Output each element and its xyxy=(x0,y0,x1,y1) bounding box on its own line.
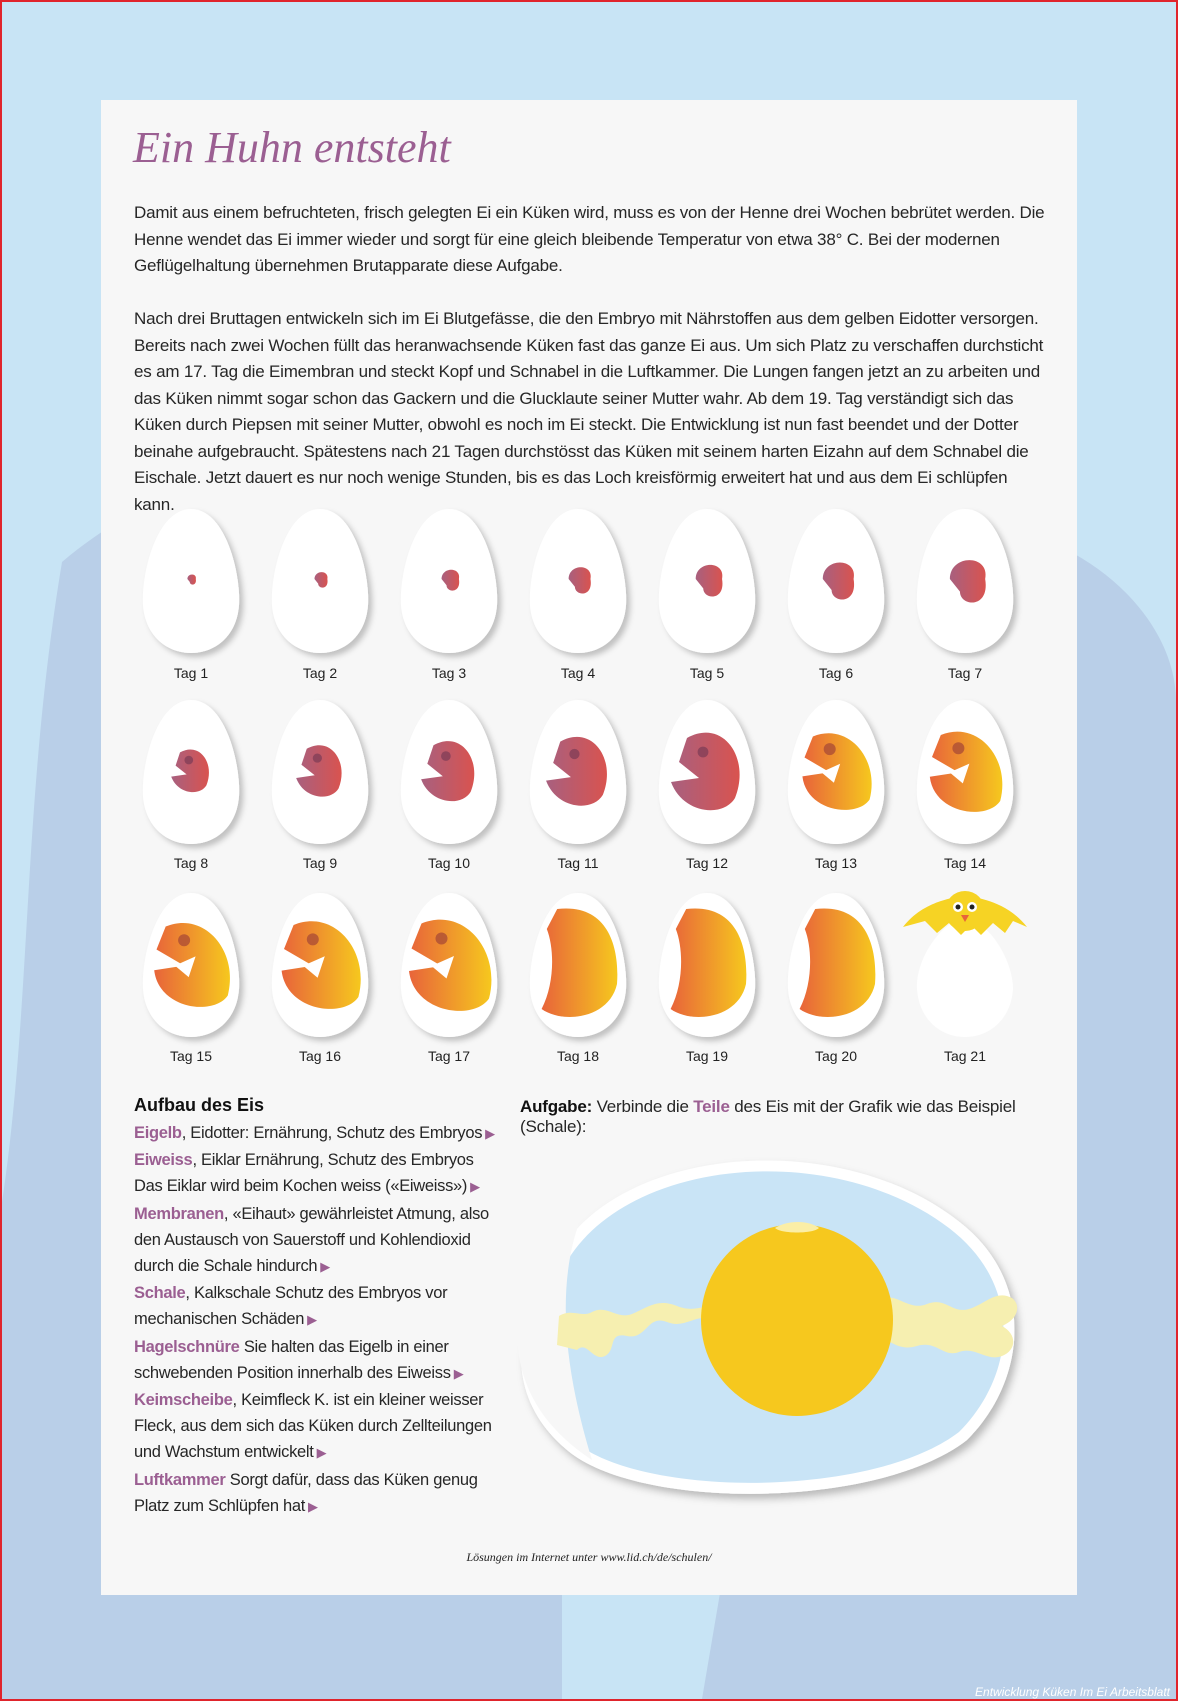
list-item-luftkammer xyxy=(134,1467,504,1520)
list-item-membranen xyxy=(134,1201,504,1281)
day-label: Tag 7 xyxy=(947,665,983,681)
arrow-icon: ▶ xyxy=(308,1498,318,1514)
egg-illustration xyxy=(270,889,370,1039)
egg-illustration xyxy=(270,696,370,846)
solutions-footer: Lösungen im Internet unter www.lid.ch/de/schulen/ xyxy=(466,1550,712,1564)
term-schale: Schale xyxy=(134,1284,186,1303)
desc-keimscheibe: , Keimfleck K. ist ein kleiner weisser Fleck, aus dem sich das Küken durch Zellteilungen und Wachstum entwickelt xyxy=(134,1391,492,1462)
day-label: Tag 11 xyxy=(557,855,599,871)
day-label: Tag 13 xyxy=(814,855,858,871)
intro-paragraph: Damit aus einem befruchteten, frisch gelegten Ei ein Küken wird, muss es von der Henne drei Wochen bebrütet werden. Die Henne wendet das Ei immer wieder und sorgt für eine gleich bleibende Temperatur von etwa 38° C. Bei der modernen Geflügelhaltung übernehmen Brutapparate diese Aufgabe. xyxy=(134,203,1045,275)
egg-illustration xyxy=(399,696,499,846)
day-label: Tag 5 xyxy=(689,665,725,681)
term-eiweiss: Eiweiss xyxy=(134,1151,193,1170)
list-item-keimscheibe xyxy=(134,1387,504,1467)
arrow-icon: ▶ xyxy=(470,1179,480,1195)
task-text: Verbinde die xyxy=(592,1097,694,1116)
desc-membranen: , «Eihaut» gewährleistet Atmung, also den Austausch von Sauerstoff und Kohlendioxid durch die Schale hindurch xyxy=(134,1204,489,1276)
egg-illustration xyxy=(915,696,1015,846)
day-label: Tag 17 xyxy=(427,1048,471,1064)
egg-cross-section-diagram xyxy=(497,1130,1057,1530)
day-label: Tag 12 xyxy=(685,855,729,871)
egg-illustration xyxy=(528,889,628,1039)
day-label: Tag 2 xyxy=(302,665,338,681)
arrow-icon: ▶ xyxy=(453,1365,464,1381)
egg-illustration xyxy=(270,505,370,655)
desc-eiweiss: , Eiklar Ernährung, Schutz des Embryos Das Eiklar wird beim Kochen weiss («Eiweiss») xyxy=(134,1151,474,1196)
hatched-chick-icon xyxy=(903,891,1027,1037)
egg-illustration xyxy=(141,889,241,1039)
day-label: Tag 10 xyxy=(427,855,471,871)
term-luftkammer: Luftkammer xyxy=(134,1470,226,1489)
day-label: Tag 19 xyxy=(685,1048,729,1064)
day-label: Tag 9 xyxy=(302,855,338,871)
day-label: Tag 14 xyxy=(943,855,987,871)
term-hagelschnuere: Hagelschnüre xyxy=(134,1337,240,1356)
structure-heading: Aufbau des Eis xyxy=(134,1095,265,1115)
list-item-eigelb xyxy=(134,1120,504,1147)
egg-illustration xyxy=(915,889,1015,1039)
egg-illustration xyxy=(786,889,886,1039)
egg-illustration xyxy=(141,505,241,655)
egg-illustration xyxy=(657,696,757,846)
desc-luftkammer: Sorgt dafür, dass das Küken genug Platz zum Schlüpfen hat xyxy=(134,1470,478,1515)
term-keimscheibe: Keimscheibe xyxy=(134,1391,233,1410)
desc-hagelschnuere: Sie halten das Eigelb in einer schwebenden Position innerhalb des Eiweiss xyxy=(134,1337,451,1382)
list-item-eiweiss xyxy=(134,1147,504,1200)
development-paragraph: Nach drei Bruttagen entwickeln sich im Ei Blutgefässe, die den Embryo mit Nährstoffen aus dem gelben Eidotter versorgen. Bereits nach zwei Wochen füllt das heranwachsende Küken fast das ganze Ei aus. Um sich Platz zu verschaffen durchsticht es am 17. Tag die Eimembran und steckt Kopf und Schnabel in die Luftkammer. Die Lungen fangen jetzt an zu arbeiten und das Küken nimmt sogar schon das Gackern und die Glucklaute seiner Mutter wahr. Ab dem 19. Tag verständigt sich das Küken durch Piepsen mit seiner Mutter, obwohl es noch im Ei steckt. Die Entwicklung ist nun fast beendet und der Dotter beinahe aufgebraucht. Spätestens nach 21 Tagen durchstösst das Küken mit seinem harten Eizahn auf dem Schnabel die Eischale. Jetzt dauert es nur noch wenige Stunden, bis es das Loch kreisförmig erweitert hat und aus dem Ei schlüpfen kann. xyxy=(134,309,1044,514)
day-label: Tag 1 xyxy=(173,665,209,681)
arrow-icon: ▶ xyxy=(485,1126,495,1141)
arrow-icon: ▶ xyxy=(316,1445,327,1461)
day-label: Tag 15 xyxy=(169,1048,213,1064)
egg-parts-list xyxy=(134,1120,504,1520)
list-item-schale xyxy=(134,1280,504,1333)
day-label: Tag 20 xyxy=(814,1048,858,1064)
day-label: Tag 16 xyxy=(298,1048,342,1064)
task-text-end: des Eis mit der Grafik wie das Beispiel (Schale): xyxy=(520,1097,1016,1136)
egg-illustration xyxy=(399,889,499,1039)
watermark: Entwicklung Küken Im Ei Arbeitsblatt xyxy=(975,1685,1170,1699)
day-label: Tag 6 xyxy=(818,665,854,681)
task-highlight: Teile xyxy=(693,1097,730,1116)
egg-illustration xyxy=(399,505,499,655)
yolk-circle xyxy=(701,1224,893,1416)
day-label: Tag 21 xyxy=(943,1048,987,1064)
egg-illustration xyxy=(528,696,628,846)
egg-illustration xyxy=(786,696,886,846)
list-item-hagelschnuere xyxy=(134,1334,504,1387)
worksheet-card xyxy=(101,100,1077,1595)
egg-illustration xyxy=(786,505,886,655)
egg-illustration xyxy=(528,505,628,655)
desc-schale: , Kalkschale Schutz des Embryos vor mechanischen Schäden xyxy=(134,1284,448,1329)
arrow-icon: ▶ xyxy=(307,1312,317,1328)
arrow-icon: ▶ xyxy=(320,1259,330,1275)
egg-illustration xyxy=(657,505,757,655)
day-label: Tag 3 xyxy=(431,665,467,681)
egg-illustration xyxy=(141,696,241,846)
term-eigelb: Eigelb xyxy=(134,1124,182,1142)
egg-illustration xyxy=(915,505,1015,655)
desc-eigelb: , Eidotter: Ernährung, Schutz des Embryos xyxy=(181,1124,483,1142)
day-label: Tag 4 xyxy=(560,665,596,681)
day-label: Tag 8 xyxy=(173,855,209,871)
egg-illustration xyxy=(657,889,757,1039)
page-title: Ein Huhn entsteht xyxy=(133,123,451,172)
term-membranen: Membranen xyxy=(134,1204,224,1223)
day-label: Tag 18 xyxy=(556,1048,600,1064)
task-label: Aufgabe: xyxy=(520,1097,593,1116)
